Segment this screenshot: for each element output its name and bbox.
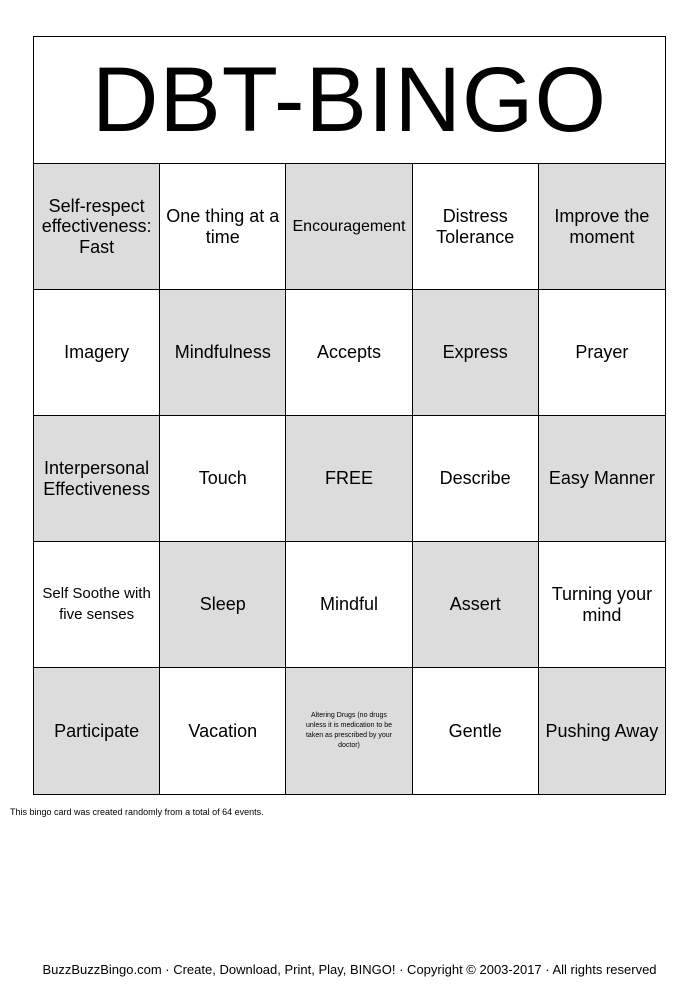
- bingo-grid: [34, 164, 665, 794]
- site-footer: BuzzBuzzBingo.com · Create, Download, Print, Play, BINGO! · Copyright © 2003-2017 · All rights reserved: [42, 962, 657, 977]
- bingo-cell: Interpersonal Effectiveness: [34, 416, 160, 542]
- bingo-cell: Prayer: [539, 290, 665, 416]
- bingo-cell: Participate: [34, 668, 160, 794]
- bingo-cell: Improve the moment: [539, 164, 665, 290]
- card-title: DBT-BINGO: [34, 37, 665, 164]
- bingo-cell: Turning your mind: [539, 542, 665, 668]
- bingo-cell: Assert: [413, 542, 539, 668]
- bingo-cell: Describe: [413, 416, 539, 542]
- bingo-cell: Mindful: [286, 542, 412, 668]
- bingo-cell: Mindfulness: [160, 290, 286, 416]
- bingo-cell: Imagery: [34, 290, 160, 416]
- bingo-cell: Distress Tolerance: [413, 164, 539, 290]
- bingo-cell: Vacation: [160, 668, 286, 794]
- bingo-card: [33, 36, 666, 795]
- bingo-cell: Self Soothe with five senses: [34, 542, 160, 668]
- free-cell: FREE: [286, 416, 412, 542]
- bingo-cell: Self-respect effectiveness: Fast: [34, 164, 160, 290]
- bingo-cell: Encouragement: [286, 164, 412, 290]
- bingo-cell: Easy Manner: [539, 416, 665, 542]
- events-note: This bingo card was created randomly from a total of 64 events.: [10, 807, 264, 817]
- bingo-cell: Altering Drugs (no drugs unless it is medication to be taken as prescribed by your doctor): [286, 668, 412, 794]
- bingo-cell: Pushing Away: [539, 668, 665, 794]
- bingo-cell: Touch: [160, 416, 286, 542]
- bingo-cell: One thing at a time: [160, 164, 286, 290]
- bingo-cell: Accepts: [286, 290, 412, 416]
- bingo-cell: Gentle: [413, 668, 539, 794]
- bingo-cell: Express: [413, 290, 539, 416]
- bingo-cell: Sleep: [160, 542, 286, 668]
